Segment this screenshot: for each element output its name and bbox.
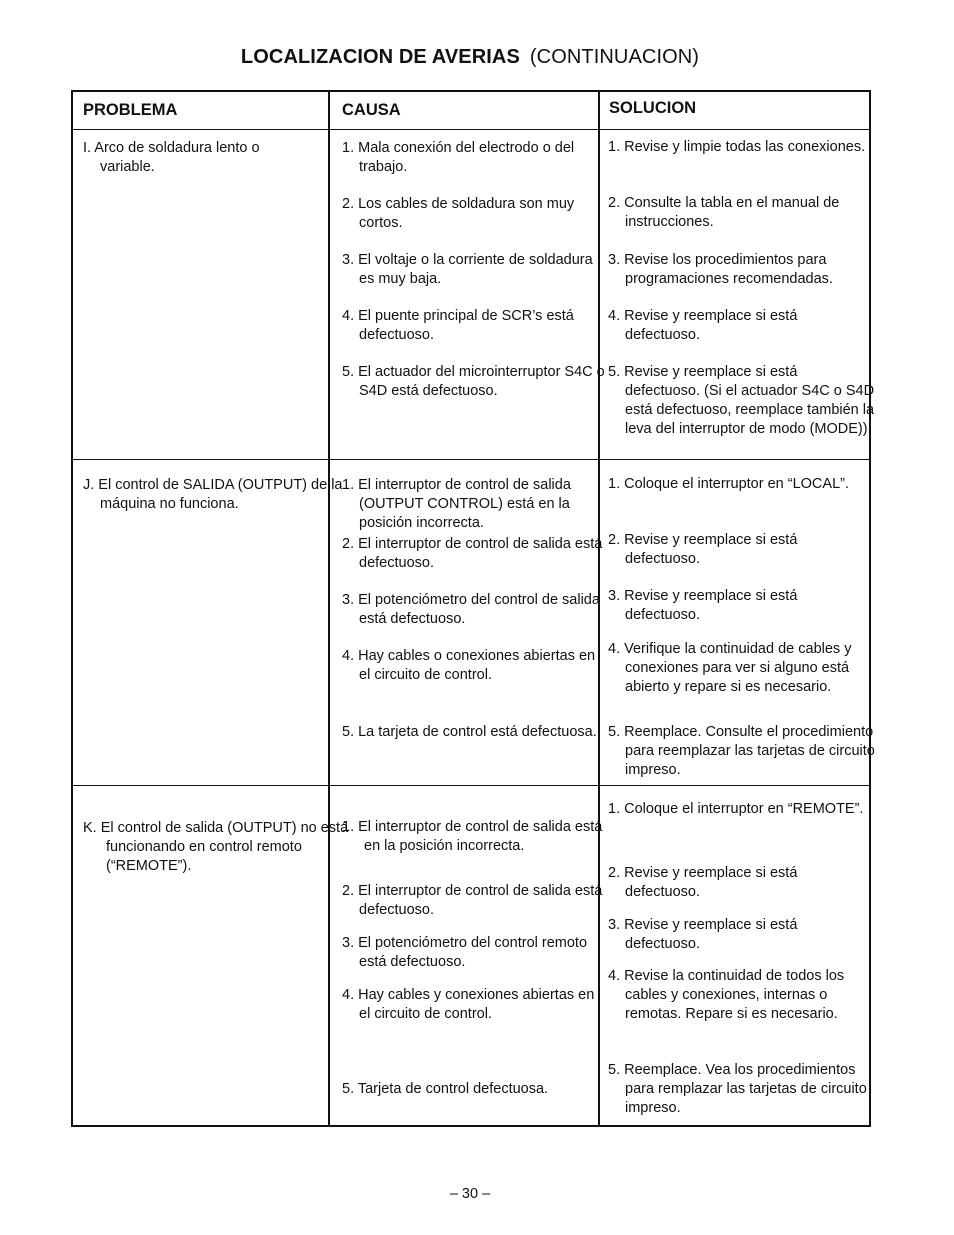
problem-text: J. El control de SALIDA (OUTPUT) de la máquina no funciona. <box>83 477 343 512</box>
cause-item: 4. El puente principal de SCR’s está defectuoso. <box>342 308 574 343</box>
problem-text: K. El control de salida (OUTPUT) no está funcionando en control remoto (“REMOTE”). <box>83 820 349 874</box>
header-causa: CAUSA <box>342 101 401 119</box>
solution-item: 2. Revise y reemplace si está defectuoso. <box>608 865 798 900</box>
cause-item: 1. El interruptor de control de salida (OUTPUT CONTROL) está en la posición incorrecta. <box>342 477 571 531</box>
solution-item: 3. Revise los procedimientos para programaciones recomendadas. <box>608 252 833 287</box>
header-solucion: SOLUCION <box>609 99 697 117</box>
solution-item: 3. Revise y reemplace si está defectuoso. <box>608 917 798 952</box>
cause-item: 1. Mala conexión del electrodo o del trabajo. <box>342 140 575 175</box>
row-divider <box>73 785 869 786</box>
cause-item: 4. Hay cables y conexiones abiertas en el circuito de control. <box>342 987 595 1022</box>
solution-item: 2. Consulte la tabla en el manual de instrucciones. <box>608 195 840 230</box>
cause-item: 2. El interruptor de control de salida está defectuoso. <box>342 536 603 571</box>
title-sub: (CONTINUACION) <box>529 46 700 68</box>
cause-item: 3. El potenciómetro del control remoto está defectuoso. <box>342 935 588 970</box>
cause-item: 3. El voltaje o la corriente de soldadura es muy baja. <box>342 252 593 287</box>
solution-item: 1. Coloque el interruptor en “LOCAL”. <box>608 476 849 492</box>
cause-item: 3. El potenciómetro del control de salida está defectuoso. <box>342 592 600 627</box>
solution-item: 4. Verifique la continuidad de cables y conexiones para ver si alguno está abierto y repare si es necesario. <box>608 641 852 695</box>
cause-item: 5. El actuador del microinterruptor S4C o S4D está defectuoso. <box>342 364 605 399</box>
solution-item: 3. Revise y reemplace si está defectuoso. <box>608 588 798 623</box>
cause-item: 2. El interruptor de control de salida está defectuoso. <box>342 883 603 918</box>
title-main: LOCALIZACION DE AVERIAS <box>240 46 520 68</box>
solution-item: 5. Revise y reemplace si está defectuoso. (Si el actuador S4C o S4D está defectuoso, reemplace también la leva del interruptor de modo (MODE)). <box>608 364 875 437</box>
header-problema: PROBLEMA <box>83 101 178 119</box>
solution-item: 1. Revise y limpie todas las conexiones. <box>608 139 866 155</box>
solution-item: 5. Reemplace. Vea los procedimientos para remplazar las tarjetas de circuito impreso. <box>608 1062 867 1116</box>
cause-item: 5. Tarjeta de control defectuosa. <box>342 1081 549 1097</box>
solution-item: 4. Revise la continuidad de todos los cables y conexiones, internas o remotas. Repare si es necesario. <box>608 968 845 1022</box>
column-divider <box>328 92 330 1125</box>
solution-item: 4. Revise y reemplace si está defectuoso. <box>608 308 798 343</box>
row-divider <box>73 129 869 130</box>
cause-item: 2. Los cables de soldadura son muy cortos. <box>342 196 575 231</box>
cause-item: 5. La tarjeta de control está defectuosa. <box>342 724 597 740</box>
cause-item: 1. El interruptor de control de salida está en la posición incorrecta. <box>342 819 603 854</box>
page-title <box>0 46 940 69</box>
troubleshooting-table <box>71 90 875 1127</box>
page-number: – 30 – <box>449 1186 491 1202</box>
solution-item: 2. Revise y reemplace si está defectuoso. <box>608 532 798 567</box>
solution-item: 1. Coloque el interruptor en “REMOTE”. <box>608 801 864 817</box>
row-divider <box>73 459 869 460</box>
problem-text: I. Arco de soldadura lento o variable. <box>83 140 260 175</box>
cause-item: 4. Hay cables o conexiones abiertas en el circuito de control. <box>342 648 596 683</box>
solution-item: 5. Reemplace. Consulte el procedimiento para reemplazar las tarjetas de circuito impreso. <box>608 724 875 778</box>
